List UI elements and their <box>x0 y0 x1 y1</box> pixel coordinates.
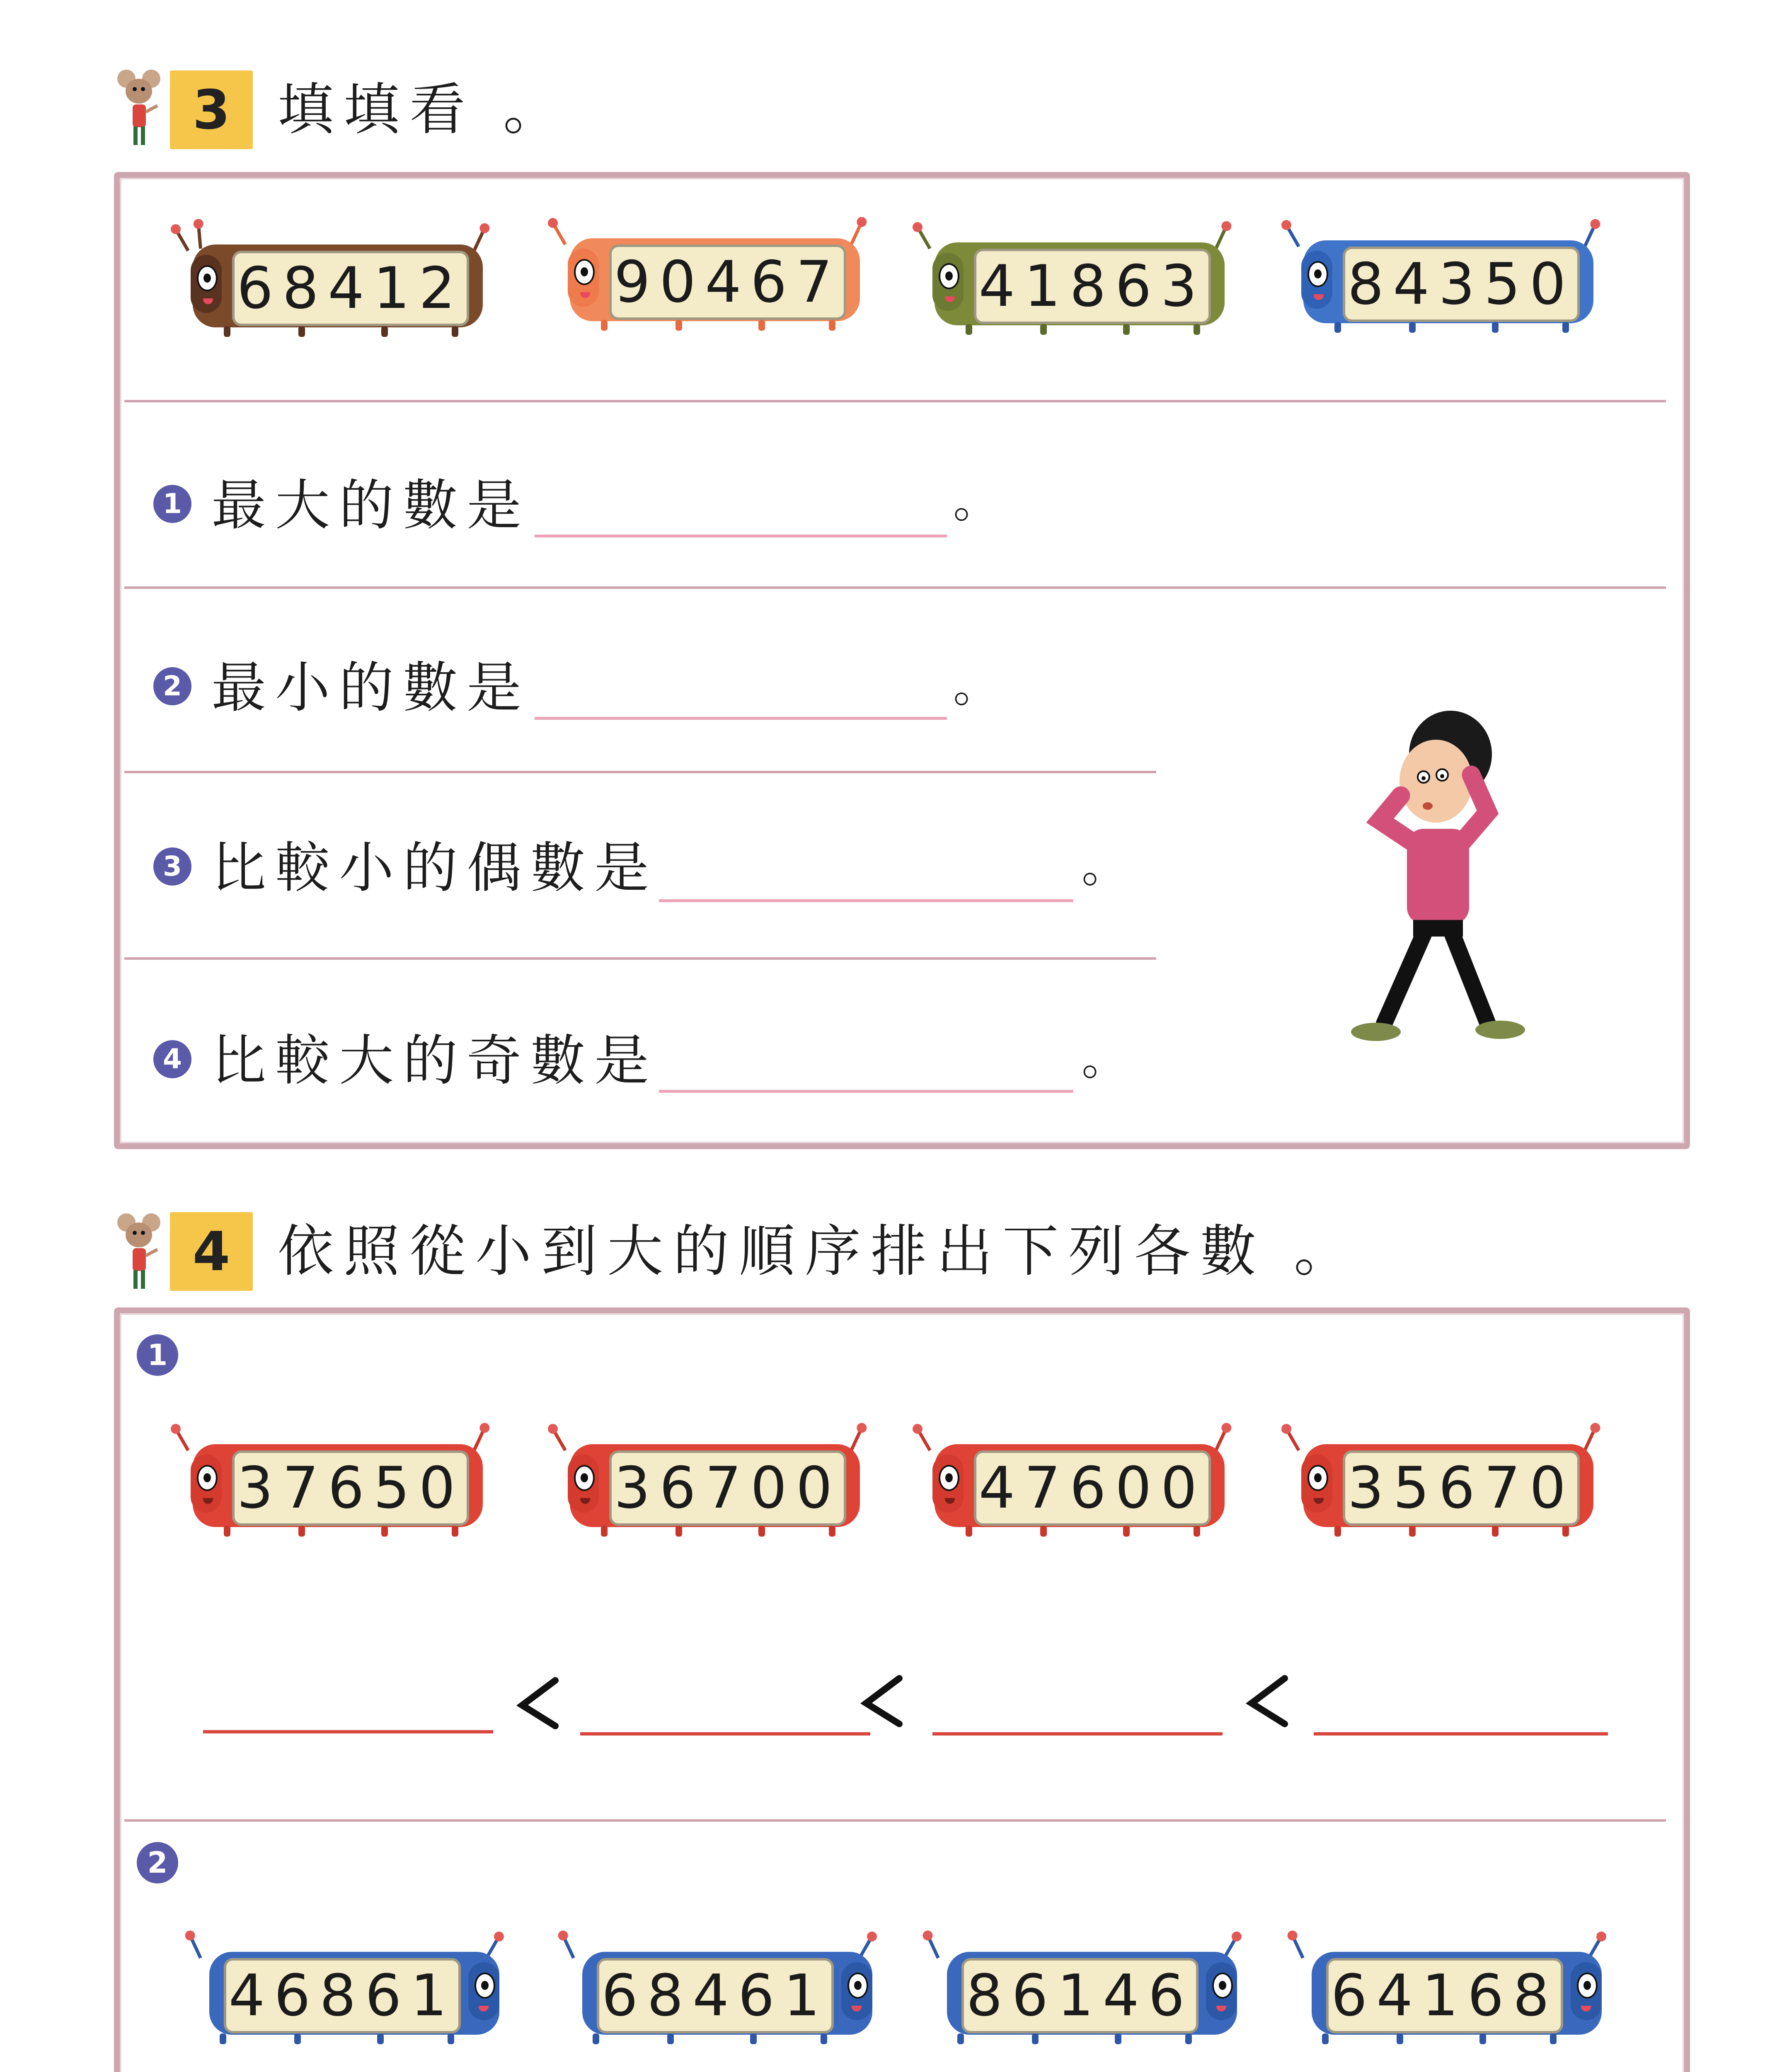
divider <box>124 771 1156 773</box>
mouse-mascot-icon <box>116 66 162 149</box>
number-value: 37650 <box>237 1455 465 1521</box>
caterpillar-card <box>186 1933 522 2049</box>
number-value: 68412 <box>237 255 465 322</box>
period: 。 <box>1082 1032 1127 1085</box>
less-than-sign <box>1243 1672 1293 1730</box>
thinking-boy-illustration <box>1330 704 1546 1061</box>
caterpillar-card <box>912 1426 1247 1542</box>
item-number-badge: 4 <box>153 1040 191 1078</box>
mouse-mascot-icon <box>116 1210 162 1293</box>
answer-blank[interactable] <box>932 1732 1223 1736</box>
part-number-badge: 1 <box>137 1334 178 1376</box>
answer-blank[interactable] <box>659 1090 1073 1093</box>
divider <box>124 957 1156 960</box>
number-value: 41863 <box>978 253 1206 320</box>
part-number-badge: 2 <box>137 1842 178 1883</box>
number-value: 86146 <box>966 1962 1194 2029</box>
item-number-badge: 1 <box>153 485 191 523</box>
number-value: 68461 <box>601 1962 829 2029</box>
question-number-badge: 3 <box>170 70 253 149</box>
less-than-sign <box>514 1674 564 1732</box>
item-question-text: 最小的數是 <box>211 656 530 720</box>
less-than-sign <box>858 1672 908 1730</box>
number-value: 36700 <box>614 1455 842 1521</box>
item-question-text: 最大的數是 <box>211 474 530 537</box>
number-value: 90467 <box>614 249 842 315</box>
question-title: 填填看 。 <box>278 77 569 142</box>
period: 。 <box>953 659 999 712</box>
answer-blank[interactable] <box>535 535 947 537</box>
caterpillar-card <box>1281 222 1616 338</box>
answer-blank[interactable] <box>1314 1732 1608 1736</box>
caterpillar-card <box>170 226 506 342</box>
item-question-text: 比較小的偶數是 <box>211 836 658 900</box>
period: 。 <box>1082 840 1127 893</box>
number-value: 35670 <box>1347 1455 1575 1521</box>
divider <box>124 400 1666 402</box>
number-value: 47600 <box>978 1455 1206 1521</box>
caterpillar-card <box>1289 1933 1625 2049</box>
answer-blank[interactable] <box>659 899 1073 902</box>
question-number-badge: 4 <box>170 1212 253 1291</box>
caterpillar-card <box>1281 1426 1616 1542</box>
caterpillar-card <box>547 1426 883 1542</box>
divider <box>124 1819 1666 1822</box>
number-value: 46861 <box>228 1962 456 2029</box>
period: 。 <box>953 475 999 528</box>
caterpillar-card <box>559 1933 895 2049</box>
item-question-text: 比較大的奇數是 <box>211 1029 658 1093</box>
item-number-badge: 3 <box>153 847 191 886</box>
caterpillar-card <box>912 224 1247 340</box>
item-number-badge: 2 <box>153 667 191 705</box>
caterpillar-card <box>547 220 883 336</box>
divider <box>124 586 1666 589</box>
answer-blank[interactable] <box>535 717 947 720</box>
answer-blank[interactable] <box>580 1732 870 1736</box>
question-title: 依照從小到大的順序排出下列各數 。 <box>278 1219 1360 1284</box>
number-value: 64168 <box>1331 1962 1559 2029</box>
answer-blank[interactable] <box>203 1730 493 1733</box>
caterpillar-card <box>170 1426 506 1542</box>
number-value: 84350 <box>1347 251 1575 317</box>
caterpillar-card <box>924 1933 1260 2049</box>
